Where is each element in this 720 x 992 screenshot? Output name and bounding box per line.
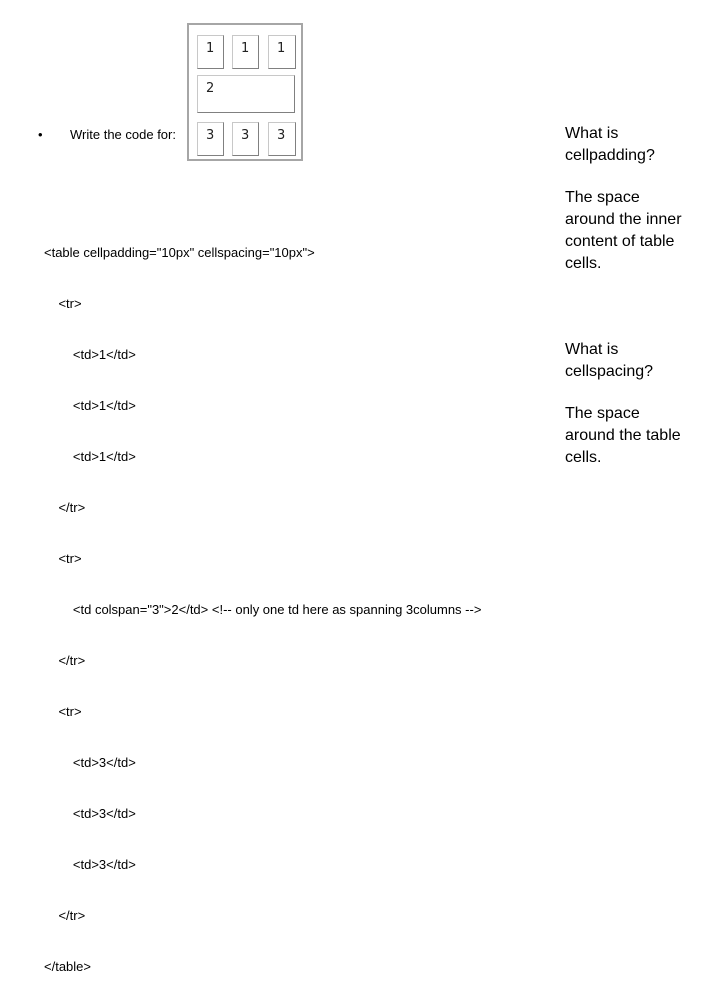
example-cell: 1 <box>232 35 259 69</box>
example-table-image <box>187 23 303 161</box>
example-cell: 3 <box>197 122 224 156</box>
code-line: <tr> <box>44 296 82 311</box>
exercise-prompt: Write the code for: <box>70 127 176 142</box>
answer-line: The space <box>565 189 640 206</box>
code-line: </tr> <box>44 653 86 668</box>
answer-line: around the table <box>565 427 681 444</box>
code-line: </tr> <box>44 500 86 515</box>
answer-line: The space <box>565 405 640 422</box>
cellpadding-question <box>565 123 715 167</box>
example-cell: 1 <box>268 35 296 69</box>
code-line: </tr> <box>44 908 86 923</box>
cellspacing-question <box>565 339 715 383</box>
answer-line: cells. <box>565 255 602 272</box>
code-line: <tr> <box>44 704 82 719</box>
question-line: cellpadding? <box>565 147 655 164</box>
code-line: <td colspan="3">2</td> <!-- only one td here as spanning 3columns --> <box>44 602 482 617</box>
code-listing <box>44 210 481 992</box>
question-line: cellspacing? <box>565 363 654 380</box>
code-line: <td>3</td> <box>44 806 136 821</box>
example-cell: 3 <box>268 122 296 156</box>
bullet-point: • <box>38 127 43 142</box>
code-line: <td>3</td> <box>44 755 136 770</box>
example-cell: 3 <box>232 122 259 156</box>
answer-line: around the inner <box>565 211 682 228</box>
cellpadding-answer <box>565 187 715 275</box>
example-cell-spanning: 2 <box>197 75 295 113</box>
code-line: <td>1</td> <box>44 347 136 362</box>
answer-line: cells. <box>565 449 602 466</box>
code-line: <td>3</td> <box>44 857 136 872</box>
question-line: What is <box>565 125 619 142</box>
answer-line: content of table <box>565 233 675 250</box>
code-line: <td>1</td> <box>44 398 136 413</box>
code-line: <tr> <box>44 551 82 566</box>
code-line: <td>1</td> <box>44 449 136 464</box>
question-line: What is <box>565 341 619 358</box>
code-line: <table cellpadding="10px" cellspacing="10px"> <box>44 245 315 260</box>
code-line: </table> <box>44 959 91 974</box>
example-cell: 1 <box>197 35 224 69</box>
cellspacing-answer <box>565 403 715 469</box>
